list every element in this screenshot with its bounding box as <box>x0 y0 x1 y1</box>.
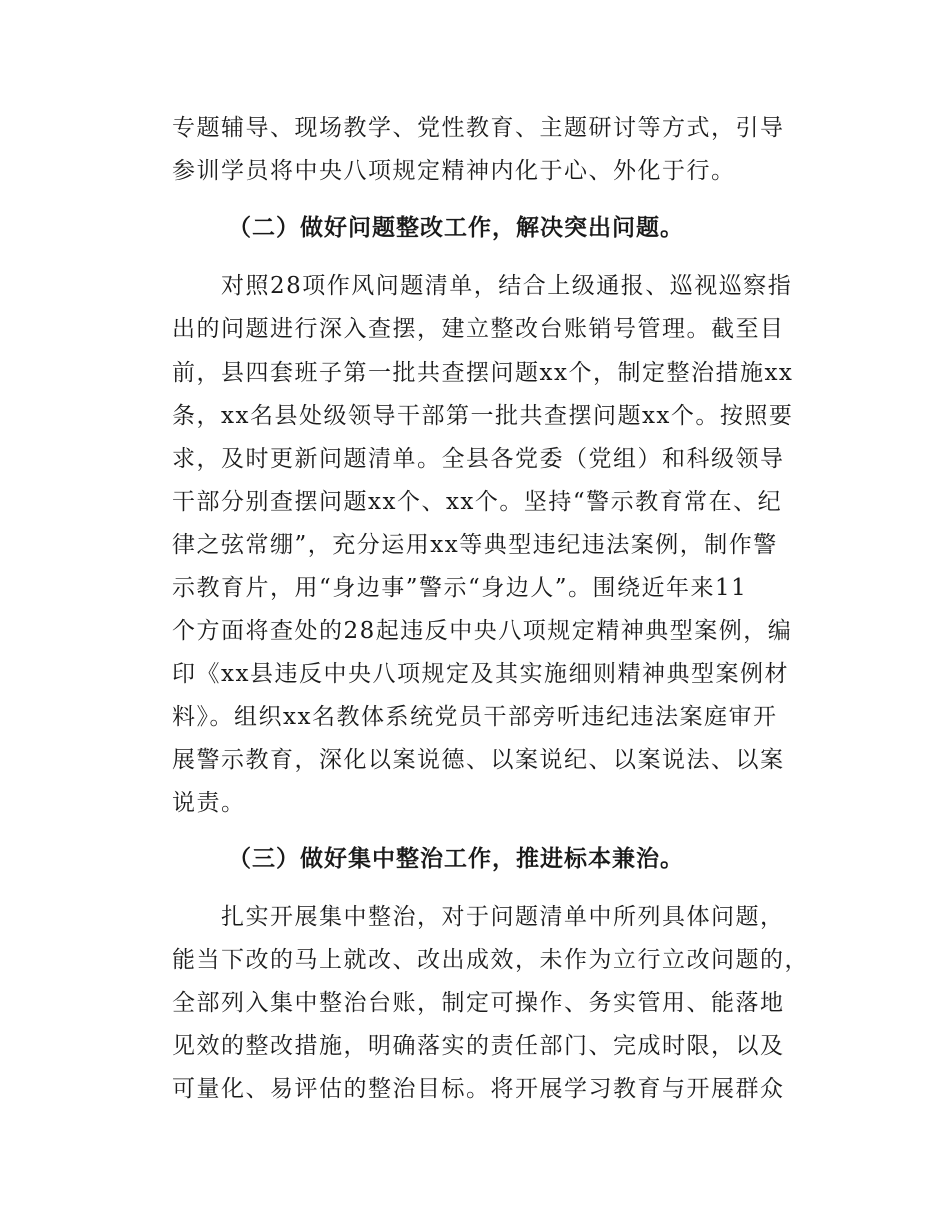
paragraph-line: 参训学员将中央八项规定精神内化于心、外化于行。 <box>172 158 736 184</box>
paragraph-line: 出的问题进行深入查摆，建立整改台账销号管理。截至目 <box>172 316 785 342</box>
section-heading-3: （三）做好集中整治工作，推进标本兼治。 <box>228 846 684 872</box>
paragraph-line: 律之弦常绷”，充分运用xx等典型违纪违法案例，制作警 <box>172 532 778 558</box>
paragraph-line: 干部分别查摆问题xx个、xx个。坚持“警示教育常在、纪 <box>172 489 783 515</box>
paragraph-line: 可量化、易评估的整治目标。将开展学习教育与开展群众 <box>172 1076 785 1102</box>
paragraph-line: 能当下改的马上就改、改出成效，未作为立行立改问题的， <box>172 947 809 973</box>
paragraph-line: 求，及时更新问题清单。全县各党委（党组）和科级领导 <box>172 446 785 472</box>
paragraph-line: 展警示教育，深化以案说德、以案说纪、以案说法、以案 <box>172 747 785 773</box>
paragraph-line: 个方面将查处的28起违反中央八项规定精神典型案例，编 <box>172 618 793 644</box>
paragraph-line: 条，xx名县处级领导干部第一批共查摆问题xx个。按照要 <box>172 403 794 429</box>
paragraph-line: 专题辅导、现场教学、党性教育、主题研讨等方式，引导 <box>172 115 785 141</box>
section-heading-2: （二）做好问题整改工作，解决突出问题。 <box>228 215 684 241</box>
paragraph-line: 对照28项作风问题清单，结合上级通报、巡视巡察指 <box>172 273 793 299</box>
paragraph-line: 见效的整改措施，明确落实的责任部门、完成时限，以及 <box>172 1033 785 1059</box>
paragraph-line: 前，县四套班子第一批共查摆问题xx个，制定整治措施xx <box>172 360 794 386</box>
paragraph-line: 扎实开展集中整治，对于问题清单中所列具体问题， <box>172 904 785 930</box>
paragraph-line: 印《xx县违反中央八项规定及其实施细则精神典型案例材 <box>172 661 789 687</box>
paragraph-line: 全部列入集中整治台账，制定可操作、务实管用、能落地 <box>172 990 785 1016</box>
paragraph-line: 示教育片，用“身边事”警示“身边人”。围绕近年来11 <box>172 575 748 601</box>
paragraph-line: 料》。组织xx名教体系统党员干部旁听违纪违法案庭审开 <box>172 704 778 730</box>
paragraph-line: 说责。 <box>172 790 246 816</box>
